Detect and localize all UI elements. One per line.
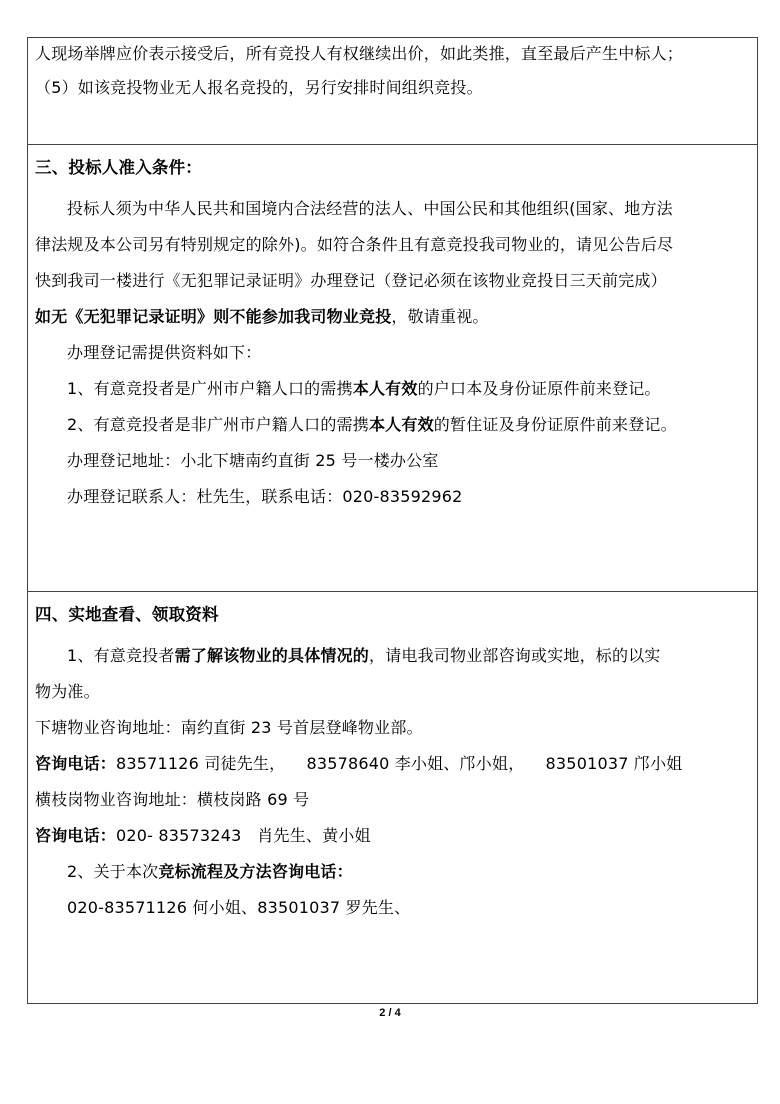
- no-criminal-record-warning: 如无《无犯罪记录证明》则不能参加我司物业竞投: [35, 307, 392, 326]
- document-table: [27, 37, 758, 1004]
- materials-item-1-bold: 本人有效: [352, 379, 418, 398]
- materials-item-1-pre: 1、有意竞投者是广州市户籍人口的需携: [67, 379, 353, 398]
- materials-item-2-pre: 2、有意竞投者是非广州市户籍人口的需携: [67, 415, 369, 434]
- phone-value-2: 020- 83573243 肖先生、黄小姐: [116, 826, 371, 845]
- inspection-line-2: 物为准。: [35, 682, 100, 701]
- materials-item-2-bold: 本人有效: [368, 415, 434, 434]
- section-four-heading: 四、实地查看、领取资料: [35, 605, 219, 624]
- xiatang-address: 下塘物业咨询地址：南约直街 23 号首层登峰物业部。: [35, 718, 423, 737]
- registration-address: 办理登记地址：小北下塘南约直街 25 号一楼办公室: [67, 451, 439, 470]
- materials-item-2: [67, 415, 749, 435]
- inspection-line-1-bold: 需了解该物业的具体情况的: [174, 646, 369, 665]
- bidding-process-line: [67, 862, 749, 882]
- bidding-process-contacts: 020-83571126 何小姐、83501037 罗先生、: [67, 898, 411, 917]
- conditions-line-1: 投标人须为中华人民共和国境内合法经营的法人、中国公民和其他组织(国家、地方法: [67, 199, 673, 218]
- bidder-conditions-cell: [28, 144, 757, 591]
- page-number: 2 / 4: [379, 1007, 401, 1019]
- conditions-line-2: 律法规及本公司另有特别规定的除外)。如符合条件且有意竞投我司物业的，请见公告后尽: [35, 235, 674, 254]
- inspection-line-1: [67, 646, 749, 666]
- intro-cell: [28, 38, 757, 144]
- xiatang-phones: [35, 754, 749, 774]
- materials-intro: 办理登记需提供资料如下：: [67, 343, 262, 362]
- phone-label-2: 咨询电话：: [35, 826, 117, 845]
- hengzhigang-phones: [35, 826, 749, 846]
- registration-contact: 办理登记联系人：杜先生，联系电话：020-83592962: [67, 487, 463, 506]
- section-three-heading: 三、投标人准入条件：: [35, 158, 202, 177]
- inspection-line-1-pre: 1、有意竞投者: [67, 646, 175, 665]
- bidding-process-pre: 2、关于本次: [67, 862, 159, 881]
- bidding-process-bold: 竞标流程及方法咨询电话：: [158, 862, 353, 881]
- intro-line-1: 人现场举牌应价表示接受后，所有竞投人有权继续出价，如此类推，直至最后产生中标人；: [35, 44, 684, 63]
- materials-item-1: [67, 379, 749, 399]
- site-inspection-cell: [28, 591, 757, 1003]
- conditions-line-4-rest: ，敬请重视。: [391, 307, 489, 326]
- inspection-line-1-post: ，请电我司物业部咨询或实地，标的以实: [369, 646, 661, 665]
- phone-label-1: 咨询电话：: [35, 754, 117, 773]
- conditions-line-3: 快到我司一楼进行《无犯罪记录证明》办理登记（登记必须在该物业竞投日三天前完成）: [35, 271, 667, 290]
- materials-item-1-post: 的户口本及身份证原件前来登记。: [417, 379, 661, 398]
- phone-value-1: 83571126 司徒先生， 83578640 李小姐、邝小姐， 83501037 邝小姐: [116, 754, 683, 773]
- hengzhigang-address: 横枝岗物业咨询地址：横枝岗路 69 号: [35, 790, 310, 809]
- intro-line-2: （5）如该竞投物业无人报名竞投的，另行安排时间组织竞投。: [35, 78, 483, 97]
- conditions-line-4: [35, 307, 749, 327]
- materials-item-2-post: 的暂住证及身份证原件前来登记。: [433, 415, 677, 434]
